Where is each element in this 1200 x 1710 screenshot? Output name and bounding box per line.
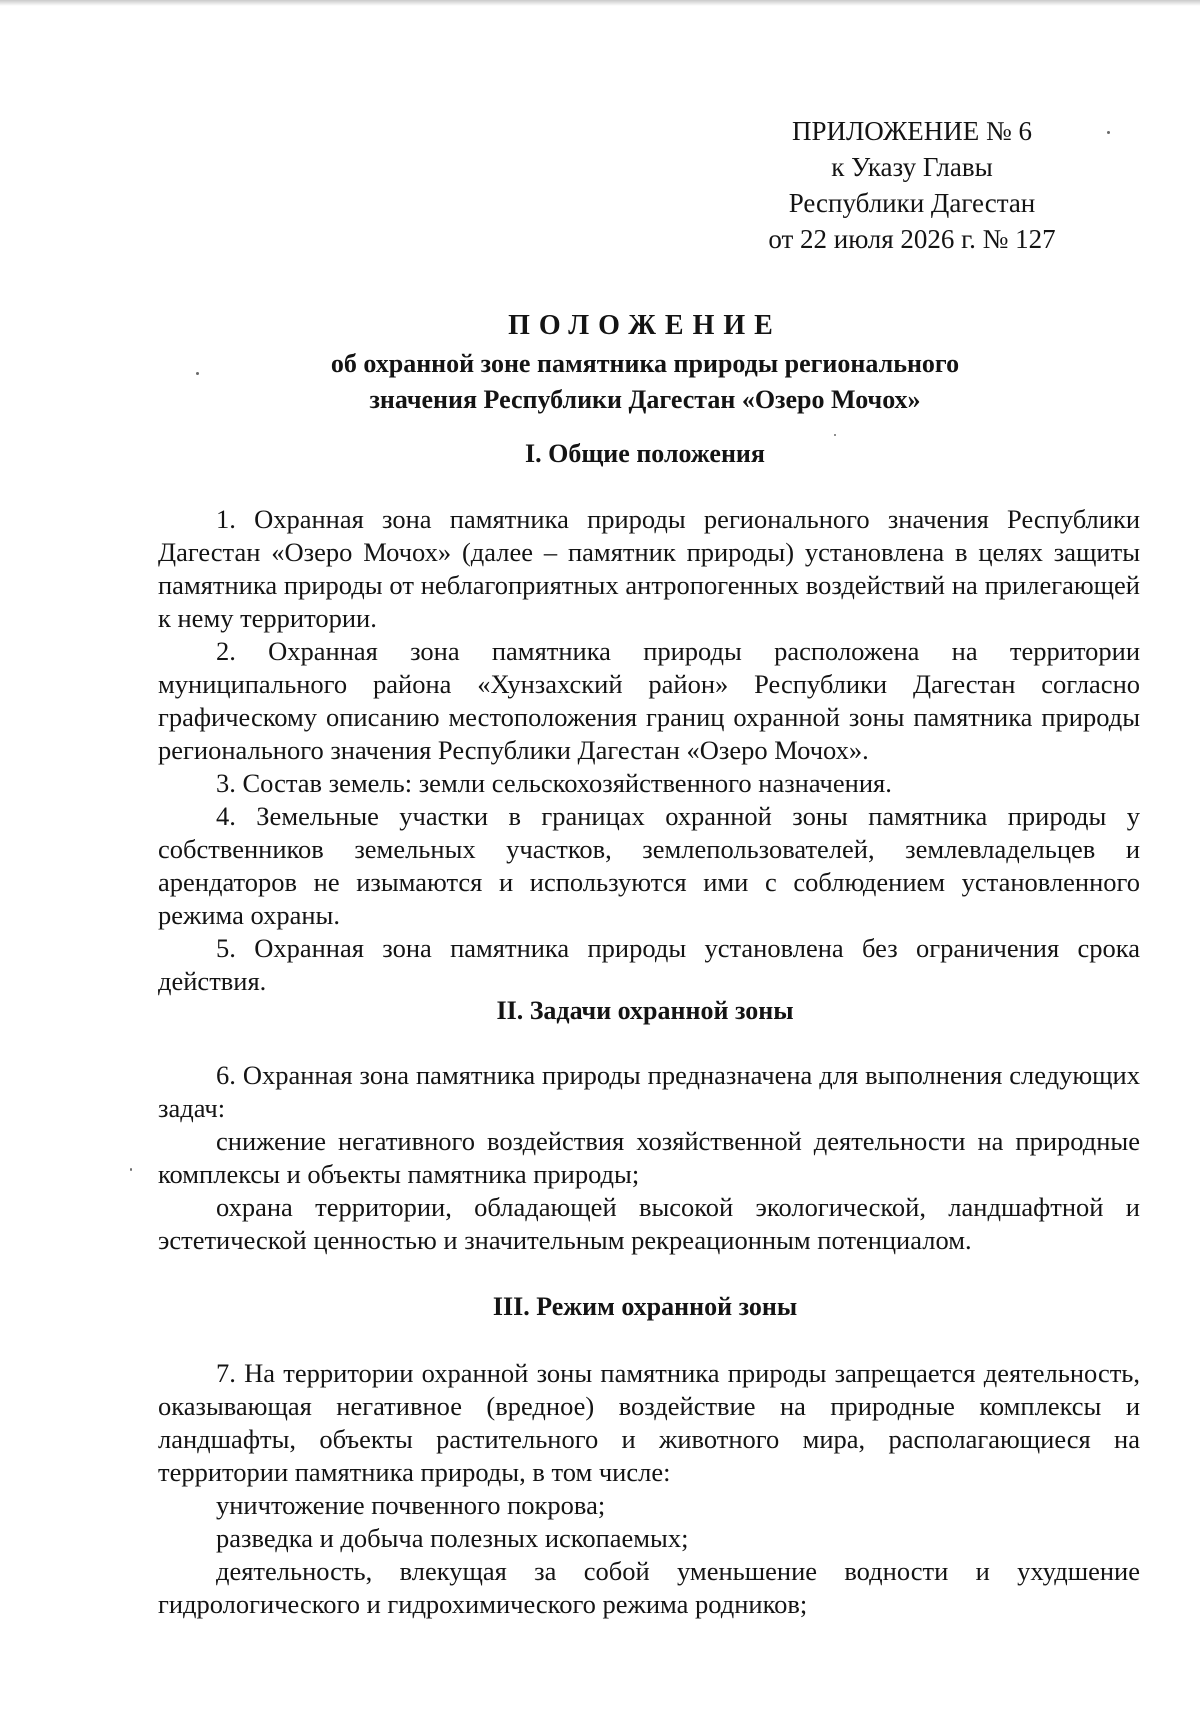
appendix-block [752,113,1072,257]
section-regime-body [158,1357,1140,1621]
paragraph-1: 1. Охранная зона памятника природы регионального значения Республики Дагестан «Озеро Мочох» (далее – памятник природы) установлена в целях защиты памятника природы от неблагоприятных антропогенных воздействий на прилегающей к нему территории. [158,504,1140,633]
appendix-date: от 22 июля 2026 г. № 127 [768,224,1056,254]
appendix-number: ПРИЛОЖЕНИЕ № 6 [791,116,1033,146]
scan-edge [0,0,1200,6]
paragraph-4: 4. Земельные участки в границах охранной зоны памятника природы у собственников земельных участков, землепользователей, землевладельцев и арендаторов не изымаются и используются ими с соблюдением установленного режима охраны. [158,801,1140,930]
prohibition-item-2: разведка и добыча полезных ископаемых; [216,1523,689,1553]
document-title [145,308,1145,418]
appendix-republic: Республики Дагестан [788,188,1036,218]
appendix-decree: к Указу Главы [831,152,993,182]
scan-speck [130,1168,132,1171]
section-heading-general: I. Общие положения [525,439,765,468]
scan-speck [1107,131,1110,134]
paragraph-6: 6. Охранная зона памятника природы предназначена для выполнения следующих задач: [158,1060,1140,1123]
paragraph-5: 5. Охранная зона памятника природы установлена без ограничения срока действия. [158,933,1140,996]
paragraph-2: 2. Охранная зона памятника природы расположена на территории муниципального района «Хунзахский район» Республики Дагестан согласно графическому описанию местоположения границ охранной зоны памятника природы регионального значения Республики Дагестан «Озеро Мочох». [158,636,1140,765]
prohibition-item-3: деятельность, влекущая за собой уменьшение водности и ухудшение гидрологического и гидрохимического режима родников; [158,1556,1140,1619]
paragraph-3: 3. Состав земель: земли сельскохозяйственного назначения. [216,768,892,798]
paragraph-7: 7. На территории охранной зоны памятника природы запрещается деятельность, оказывающая негативное (вредное) воздействие на природные комплексы и ландшафты, объекты растительного и животного мира, располагающиеся на территории памятника природы, в том числе: [158,1358,1140,1487]
task-item-1: снижение негативного воздействия хозяйственной деятельности на природные комплексы и объекты памятника природы; [158,1126,1140,1189]
section-general-body [158,503,1140,998]
scan-speck [834,434,836,436]
prohibition-item-1: уничтожение почвенного покрова; [216,1490,606,1520]
section-heading-regime: III. Режим охранной зоны [492,1292,798,1321]
title-subtitle-line2: значения Республики Дагестан «Озеро Мочох» [369,385,921,414]
scan-speck [196,372,199,375]
section-heading-tasks: II. Задачи охранной зоны [496,996,794,1025]
title-main: ПОЛОЖЕНИЕ [508,310,782,341]
section-tasks-body [158,1059,1140,1257]
task-item-2: охрана территории, обладающей высокой экологической, ландшафтной и эстетической ценностью и значительным рекреационным потенциалом. [158,1192,1140,1255]
title-subtitle-line1: об охранной зоне памятника природы регионального [330,349,960,378]
